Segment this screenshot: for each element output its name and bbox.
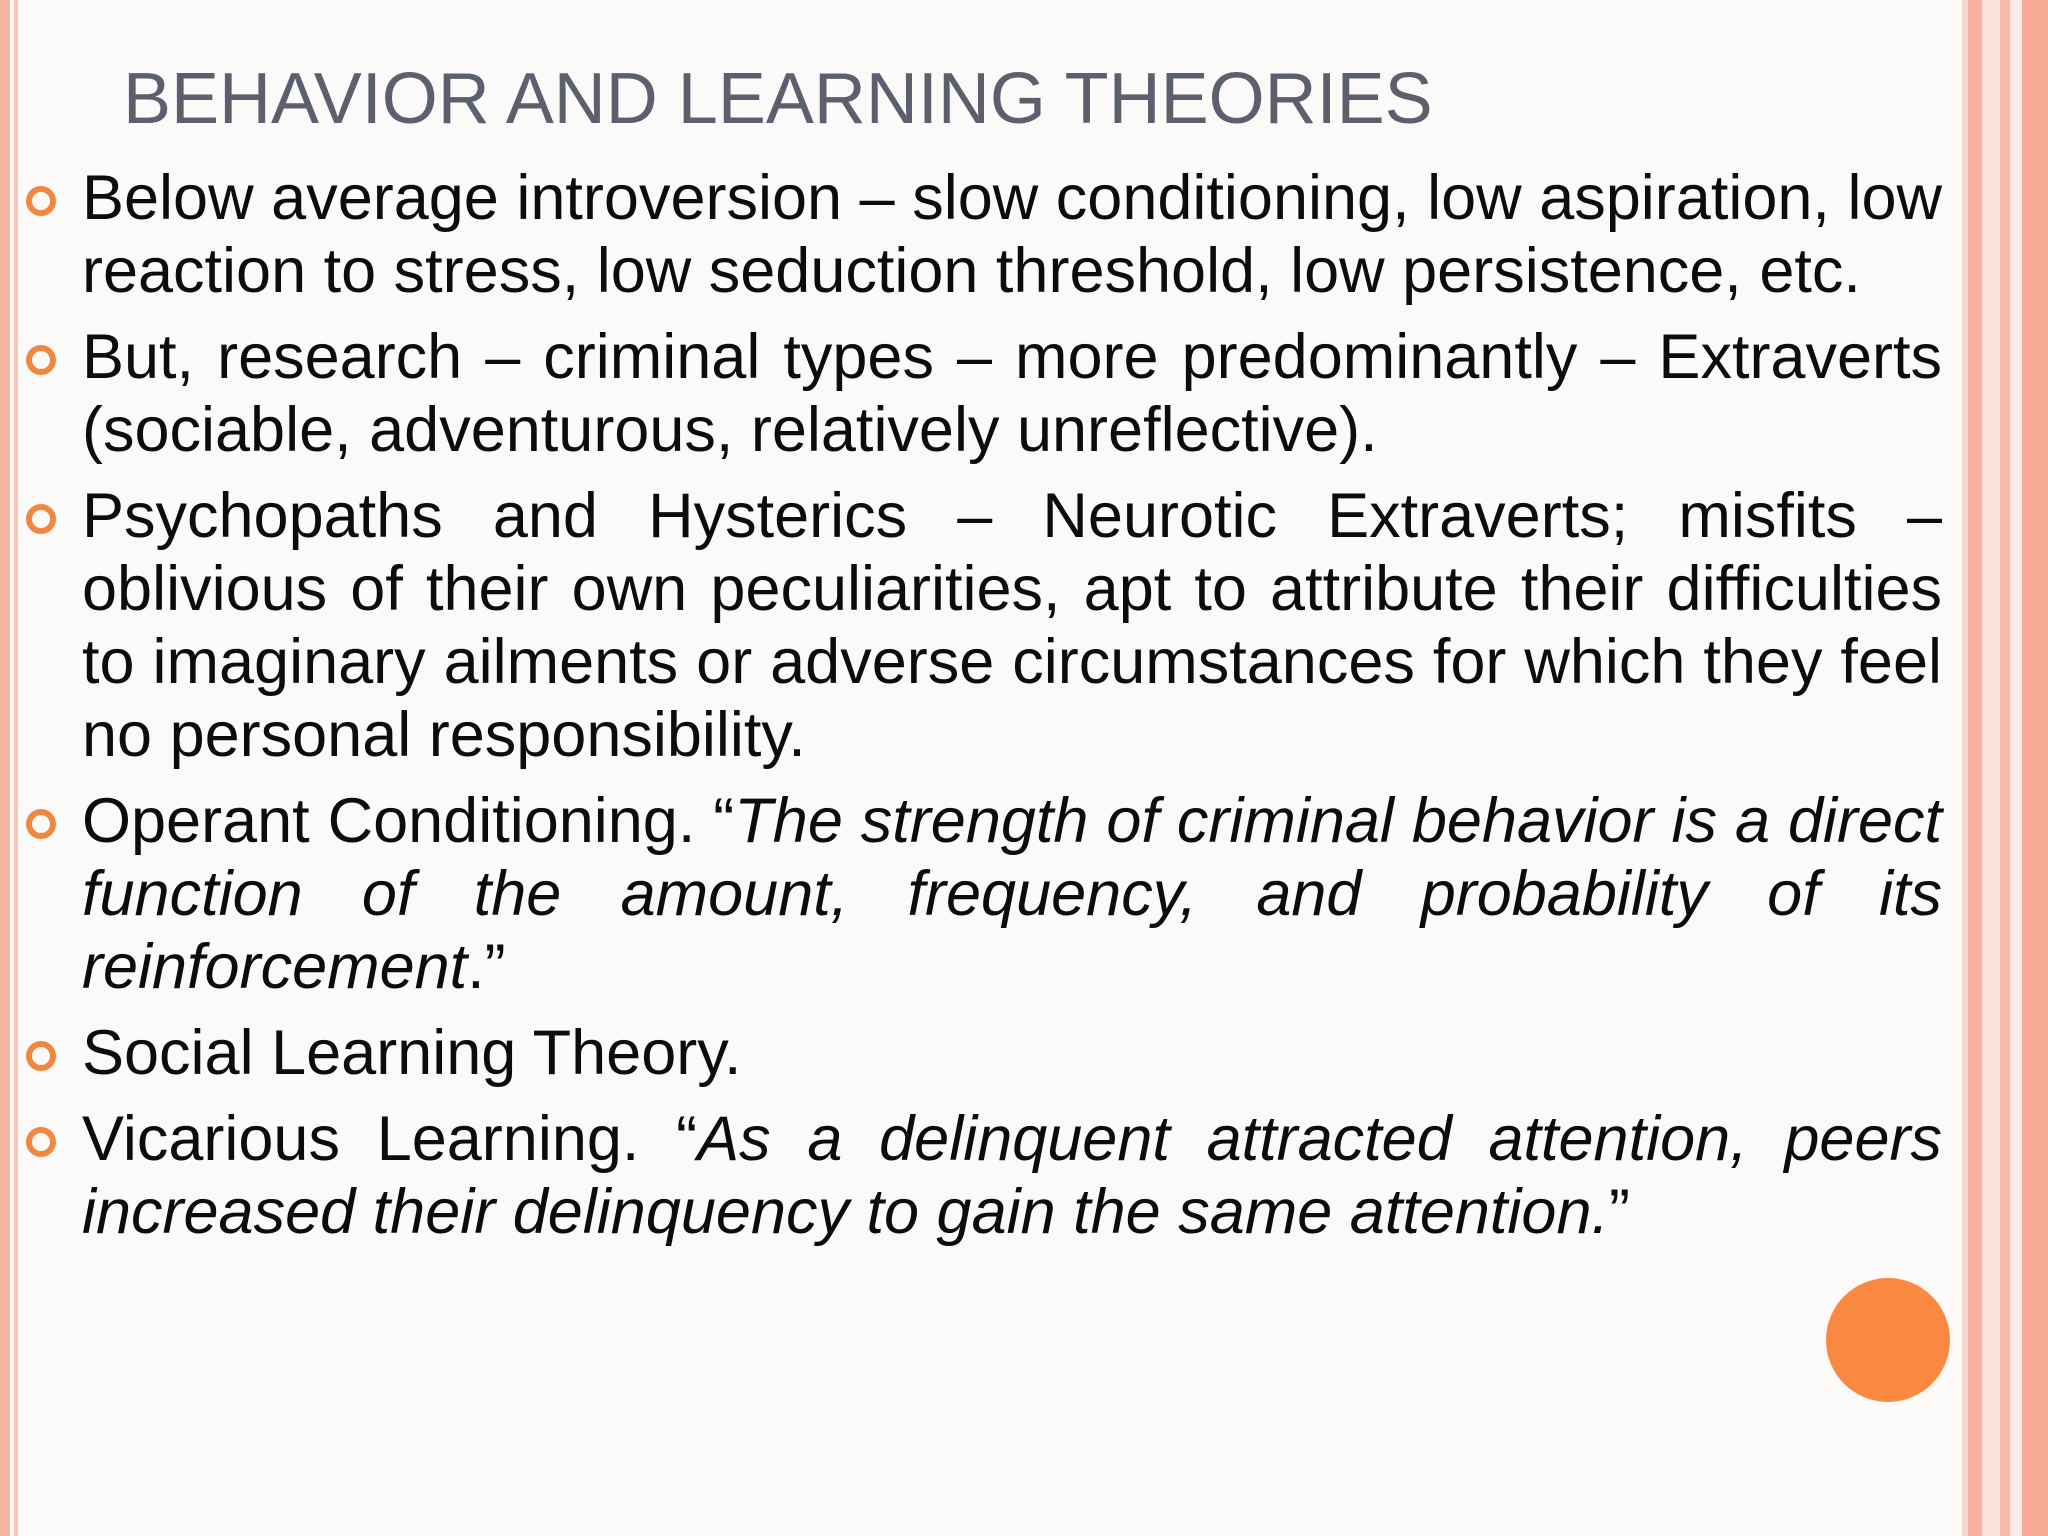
laser-pointer-dot (1826, 1278, 1950, 1402)
bullet-item (82, 1017, 1942, 1090)
bullet-text: Social Learning Theory. (82, 1018, 742, 1088)
bullet-quote-text: As a delinquent attracted attention, peers increased their delinquency to gain the same attention. (82, 1104, 1942, 1247)
bullet-list (82, 162, 1942, 1262)
bullet-circle-icon (26, 186, 56, 216)
bullet-item (82, 1103, 1942, 1249)
bullet-circle-icon (26, 1041, 56, 1071)
left-frame-bar (0, 0, 10, 1536)
bullet-text: But, research – criminal types – more predominantly – Extraverts (sociable, adventurous, relatively unreflective). (82, 322, 1942, 465)
right-frame-band (2022, 0, 2048, 1536)
bullet-lead-text: Operant Conditioning. “ (82, 786, 735, 856)
right-frame-band (2010, 0, 2022, 1536)
slide-title: BEHAVIOR AND LEARNING THEORIES (123, 59, 1433, 139)
bullet-item (82, 785, 1942, 1004)
bullet-circle-icon (26, 809, 56, 839)
right-frame-band (1968, 0, 1982, 1536)
bullet-lead-text: Vicarious Learning. “ (82, 1104, 698, 1174)
bullet-text: Psychopaths and Hysterics – Neurotic Extraverts; misfits – oblivious of their own peculiarities, apt to attribute their difficulties to imaginary ailments or adverse circumstances for which they feel no personal responsibility. (82, 481, 1942, 770)
bullet-item (82, 321, 1942, 467)
left-frame-line (14, 0, 18, 1536)
bullet-quote-text: The strength of criminal behavior is a direct function of the amount, frequency, and probability of its reinforcement (82, 786, 1942, 1002)
bullet-circle-icon (26, 1127, 56, 1157)
bullet-circle-icon (26, 345, 56, 375)
bullet-text: Below average introversion – slow conditioning, low aspiration, low reaction to stress, low seduction threshold, low persistence, etc. (82, 163, 1942, 306)
right-frame-band (1982, 0, 2000, 1536)
bullet-circle-icon (26, 504, 56, 534)
bullet-tail-text: ” (1608, 1177, 1630, 1247)
bullet-item (82, 480, 1942, 772)
right-frame-band (2000, 0, 2010, 1536)
bullet-item (82, 162, 1942, 308)
bullet-tail-text: .” (467, 932, 506, 1002)
